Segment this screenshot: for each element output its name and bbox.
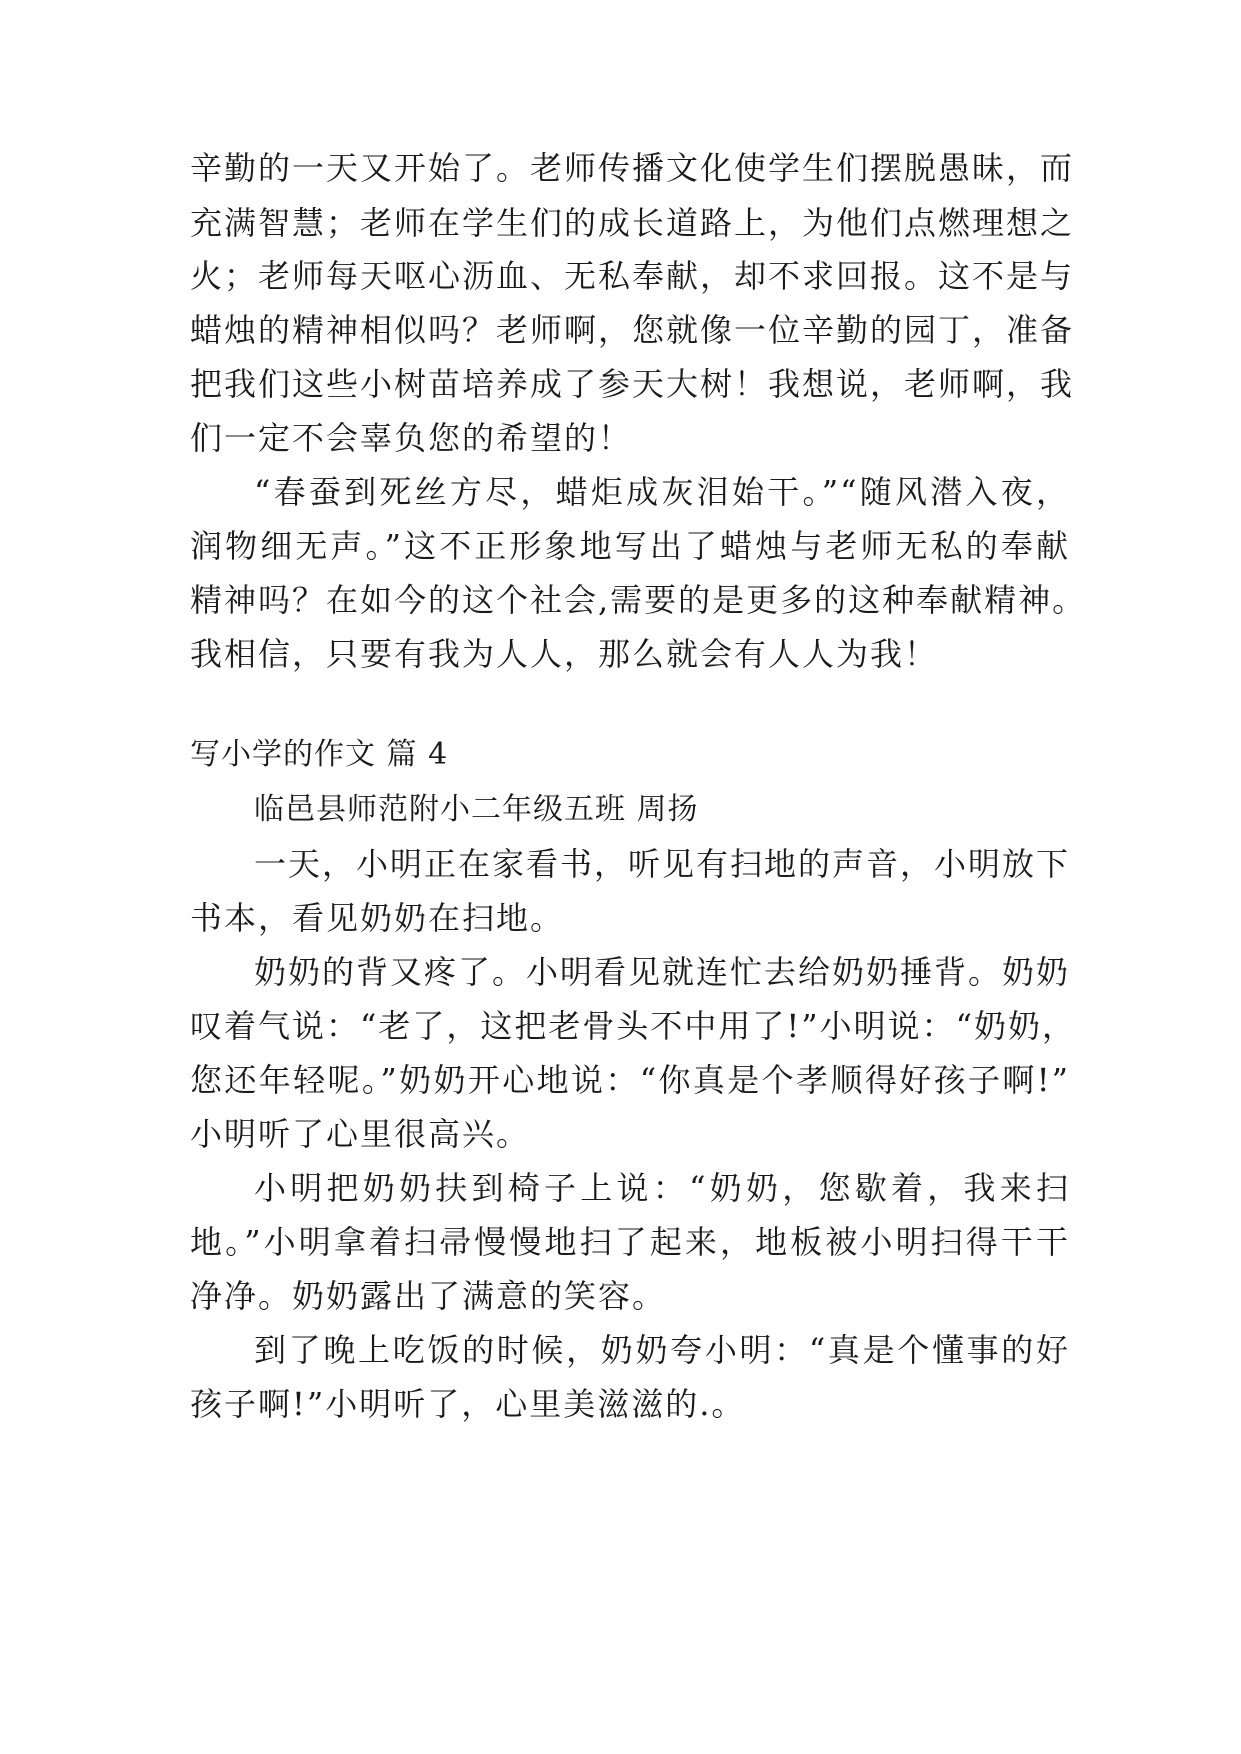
paragraph-line: 蜡烛的精神相似吗？老师啊，您就像一位辛勤的园丁，准备: [190, 311, 1075, 349]
paragraph-line: 精神吗？在如今的这个社会,需要的是更多的这种奉献精神。: [190, 581, 1087, 619]
paragraph-line: 净净。奶奶露出了满意的笑容。: [190, 1277, 667, 1315]
paragraph-line: 一天，小明正在家看书，听见有扫地的声音，小明放下: [254, 845, 1071, 883]
paragraph-line: 书本，看见奶奶在扫地。: [190, 899, 565, 937]
paragraph-line: 您还年轻呢。”奶奶开心地说：“你真是个孝顺得好孩子啊!”: [190, 1061, 1070, 1099]
paragraph-line: 到了晚上吃饭的时候，奶奶夸小明：“真是个懂事的好: [254, 1331, 1070, 1369]
paragraph-line: 小明听了心里很高兴。: [190, 1115, 531, 1153]
paragraph-line: “春蚕到死丝方尽，蜡炬成灰泪始干。”“随风潜入夜，: [254, 473, 1070, 511]
paragraph-line: 们一定不会辜负您的希望的！: [190, 419, 633, 457]
paragraph-line: 叹着气说：“老了，这把老骨头不中用了!”小明说：“奶奶，: [190, 1007, 1076, 1045]
paragraph-line: 奶奶的背又疼了。小明看见就连忙去给奶奶捶背。奶奶: [254, 953, 1071, 991]
paragraph-line: 地。”小明拿着扫帚慢慢地扫了起来，地板被小明扫得干干: [190, 1223, 1070, 1261]
paragraph-line: 小明把奶奶扶到椅子上说：“奶奶，您歇着，我来扫: [254, 1169, 1070, 1207]
paragraph-line: 充满智慧；老师在学生们的成长道路上，为他们点燃理想之: [190, 204, 1075, 242]
section-heading: 写小学的作文 篇 4: [190, 737, 449, 772]
author-byline: 临邑县师范附小二年级五班 周扬: [254, 792, 699, 827]
paragraph-line: 润物细无声。”这不正形象地写出了蜡烛与老师无私的奉献: [190, 527, 1070, 565]
paragraph-line: 辛勤的一天又开始了。老师传播文化使学生们摆脱愚昧，而: [190, 149, 1075, 187]
paragraph-line: 把我们这些小树苗培养成了参天大树！我想说，老师啊，我: [190, 365, 1075, 403]
paragraph-line: 孩子啊!”小明听了，心里美滋滋的.。: [190, 1385, 746, 1423]
paragraph-line: 我相信，只要有我为人人，那么就会有人人为我！: [190, 635, 939, 673]
paragraph-line: 火；老师每天呕心沥血、无私奉献，却不求回报。这不是与: [190, 257, 1075, 295]
